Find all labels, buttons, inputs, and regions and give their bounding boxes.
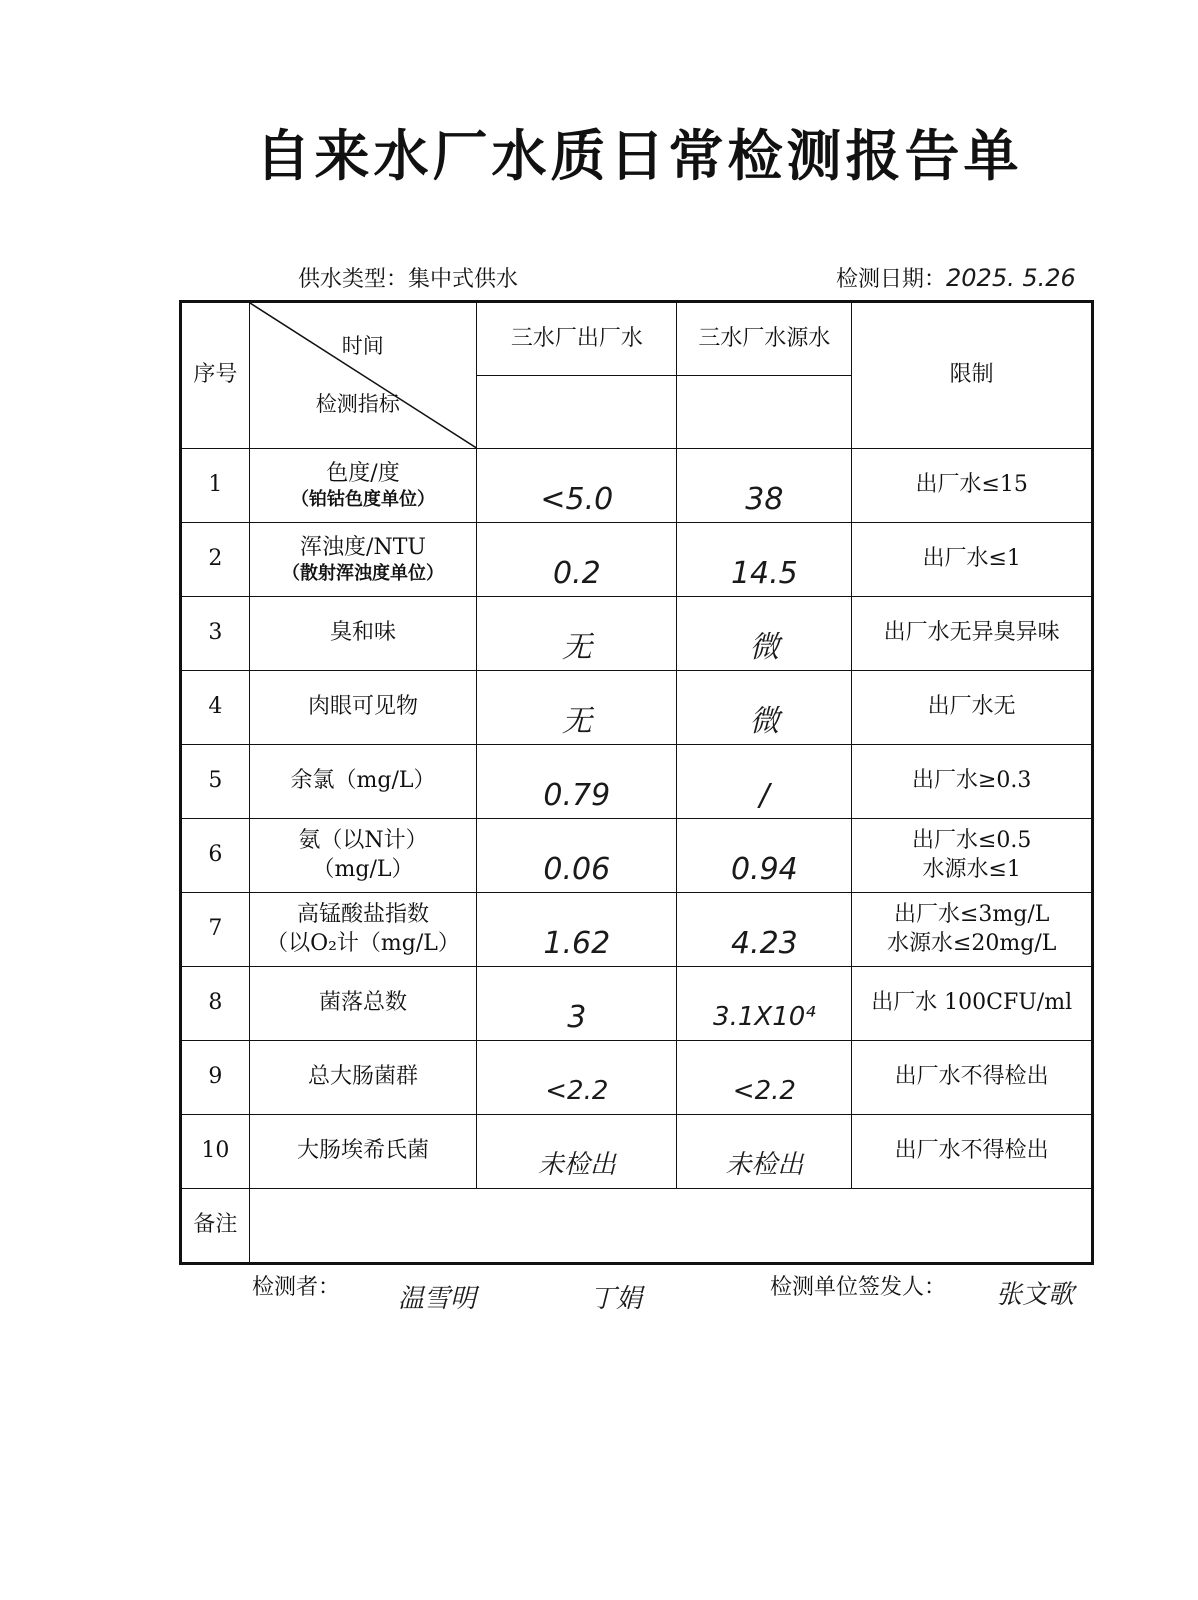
value-a: 0.06 xyxy=(543,852,611,887)
indicator-name: 色度/度 xyxy=(326,460,400,486)
indicator-name: 浑浊度/NTU xyxy=(300,534,426,560)
row-value-a xyxy=(477,449,677,523)
row-indicator xyxy=(249,819,476,893)
diagonal-line xyxy=(250,303,476,448)
row-seq: 2 xyxy=(181,523,250,597)
row-value-b xyxy=(677,745,852,819)
row-limit: 出厂水≥0.3 xyxy=(852,745,1093,819)
value-a: 无 xyxy=(561,704,592,739)
row-limit: 出厂水无异臭异味 xyxy=(852,597,1093,671)
col-a-header: 三水厂出厂水 xyxy=(477,302,677,376)
diagonal-header-cell xyxy=(249,302,476,449)
value-a: 3 xyxy=(567,1000,587,1035)
row-seq: 3 xyxy=(181,597,250,671)
table-row xyxy=(181,449,1093,523)
row-indicator xyxy=(249,1115,476,1189)
value-b: 14.5 xyxy=(730,556,798,591)
row-seq: 5 xyxy=(181,745,250,819)
row-indicator xyxy=(249,893,476,967)
row-value-a xyxy=(477,967,677,1041)
row-limit: 出厂水不得检出 xyxy=(852,1041,1093,1115)
row-value-b xyxy=(677,893,852,967)
row-seq: 4 xyxy=(181,671,250,745)
row-value-b xyxy=(677,449,852,523)
table-row xyxy=(181,523,1093,597)
row-limit xyxy=(852,893,1093,967)
value-b: 38 xyxy=(745,482,784,517)
value-b: 微 xyxy=(749,704,780,739)
indicator-unit: （mg/L） xyxy=(312,856,414,882)
row-value-a xyxy=(477,1115,677,1189)
indicator-name: 菌落总数 xyxy=(318,990,407,1016)
table-row xyxy=(181,967,1093,1041)
remark-label: 备注 xyxy=(181,1189,250,1264)
row-seq: 8 xyxy=(181,967,250,1041)
indicator-name: 余氯（mg/L） xyxy=(290,768,436,794)
limit-line-1: 出厂水≤3mg/L xyxy=(893,901,1050,927)
table-row xyxy=(181,597,1093,671)
indicator-name: 总大肠菌群 xyxy=(307,1064,418,1090)
supply-type xyxy=(298,262,518,293)
row-limit xyxy=(852,819,1093,893)
value-a: 无 xyxy=(561,630,592,665)
supply-type-value: 集中式供水 xyxy=(408,267,519,292)
row-indicator xyxy=(249,967,476,1041)
table-row xyxy=(181,819,1093,893)
value-a: 未检出 xyxy=(537,1149,616,1180)
table-row xyxy=(181,1115,1093,1189)
row-value-b xyxy=(677,967,852,1041)
row-value-a xyxy=(477,893,677,967)
row-indicator xyxy=(249,671,476,745)
supply-type-label: 供水类型： xyxy=(298,267,409,292)
indicator-unit: （散射浑浊度单位） xyxy=(281,563,444,585)
inspection-table xyxy=(179,300,1094,1265)
limit-line-2: 水源水≤1 xyxy=(922,856,1021,882)
row-value-a xyxy=(477,1041,677,1115)
row-limit: 出厂水≤1 xyxy=(852,523,1093,597)
row-value-b xyxy=(677,1041,852,1115)
remark-content xyxy=(249,1189,1092,1264)
col-b-subheader xyxy=(677,376,852,449)
value-b: 4.23 xyxy=(730,926,798,961)
limit-header: 限制 xyxy=(852,302,1093,449)
row-value-b xyxy=(677,819,852,893)
col-b-header: 三水厂水源水 xyxy=(677,302,852,376)
inspector-signature-2: 丁娟 xyxy=(590,1284,643,1314)
row-value-b xyxy=(677,597,852,671)
row-indicator xyxy=(249,449,476,523)
limit-line-2: 水源水≤20mg/L xyxy=(886,930,1057,956)
value-a: 0.2 xyxy=(552,556,601,591)
value-b: / xyxy=(759,778,770,813)
row-limit: 出厂水 100CFU/ml xyxy=(852,967,1093,1041)
value-a: 0.79 xyxy=(543,778,611,813)
row-value-b xyxy=(677,1115,852,1189)
row-indicator xyxy=(249,597,476,671)
value-b: 微 xyxy=(749,630,780,665)
row-value-a xyxy=(477,671,677,745)
row-value-a xyxy=(477,523,677,597)
limit-line-1: 出厂水≤0.5 xyxy=(911,827,1032,853)
row-seq: 9 xyxy=(181,1041,250,1115)
value-a: <5.0 xyxy=(540,482,614,517)
inspector-signature-1: 温雪明 xyxy=(398,1284,477,1314)
table-row xyxy=(181,745,1093,819)
table-row xyxy=(181,893,1093,967)
row-value-a xyxy=(477,597,677,671)
issuer-signature: 张文歌 xyxy=(996,1280,1075,1310)
indicator-name: 大肠埃希氏菌 xyxy=(296,1138,429,1164)
date-label: 检测日期： xyxy=(836,267,947,292)
row-value-a xyxy=(477,745,677,819)
row-limit: 出厂水≤15 xyxy=(852,449,1093,523)
value-b: 未检出 xyxy=(725,1149,804,1180)
indicator-name: 臭和味 xyxy=(329,620,396,646)
inspectors-label: 检测者： xyxy=(252,1275,341,1300)
value-b: <2.2 xyxy=(732,1075,796,1106)
row-seq: 1 xyxy=(181,449,250,523)
row-value-a xyxy=(477,819,677,893)
table-row xyxy=(181,671,1093,745)
header-row-1 xyxy=(181,302,1093,376)
indicator-name: 氨（以N计） xyxy=(298,827,428,853)
row-value-b xyxy=(677,671,852,745)
row-indicator xyxy=(249,523,476,597)
row-indicator xyxy=(249,745,476,819)
indicator-unit: （铂钴色度单位） xyxy=(290,489,435,511)
date-value: 2025. 5.26 xyxy=(946,264,1076,292)
report-title: 自来水厂水质日常检测报告单 xyxy=(255,124,1023,188)
diag-bottom-label: 检测指标 xyxy=(315,392,400,416)
row-limit: 出厂水无 xyxy=(852,671,1093,745)
value-b: 3.1X10⁴ xyxy=(713,1001,816,1032)
row-value-b xyxy=(677,523,852,597)
indicator-name: 肉眼可见物 xyxy=(307,694,418,720)
indicator-name: 高锰酸盐指数 xyxy=(296,901,429,927)
value-b: 0.94 xyxy=(730,852,798,887)
seq-header: 序号 xyxy=(181,302,250,449)
issuer-label: 检测单位签发人： xyxy=(770,1275,947,1300)
col-a-subheader xyxy=(477,376,677,449)
table-row xyxy=(181,1041,1093,1115)
row-seq: 10 xyxy=(181,1115,250,1189)
inspection-date xyxy=(836,262,1076,293)
diag-top-label: 时间 xyxy=(341,334,384,358)
row-seq: 6 xyxy=(181,819,250,893)
indicator-unit: （以O₂计（mg/L） xyxy=(266,930,460,956)
row-limit: 出厂水不得检出 xyxy=(852,1115,1093,1189)
remark-row xyxy=(181,1189,1093,1264)
value-a: 1.62 xyxy=(543,926,611,961)
row-seq: 7 xyxy=(181,893,250,967)
row-indicator xyxy=(249,1041,476,1115)
value-a: <2.2 xyxy=(545,1075,609,1106)
